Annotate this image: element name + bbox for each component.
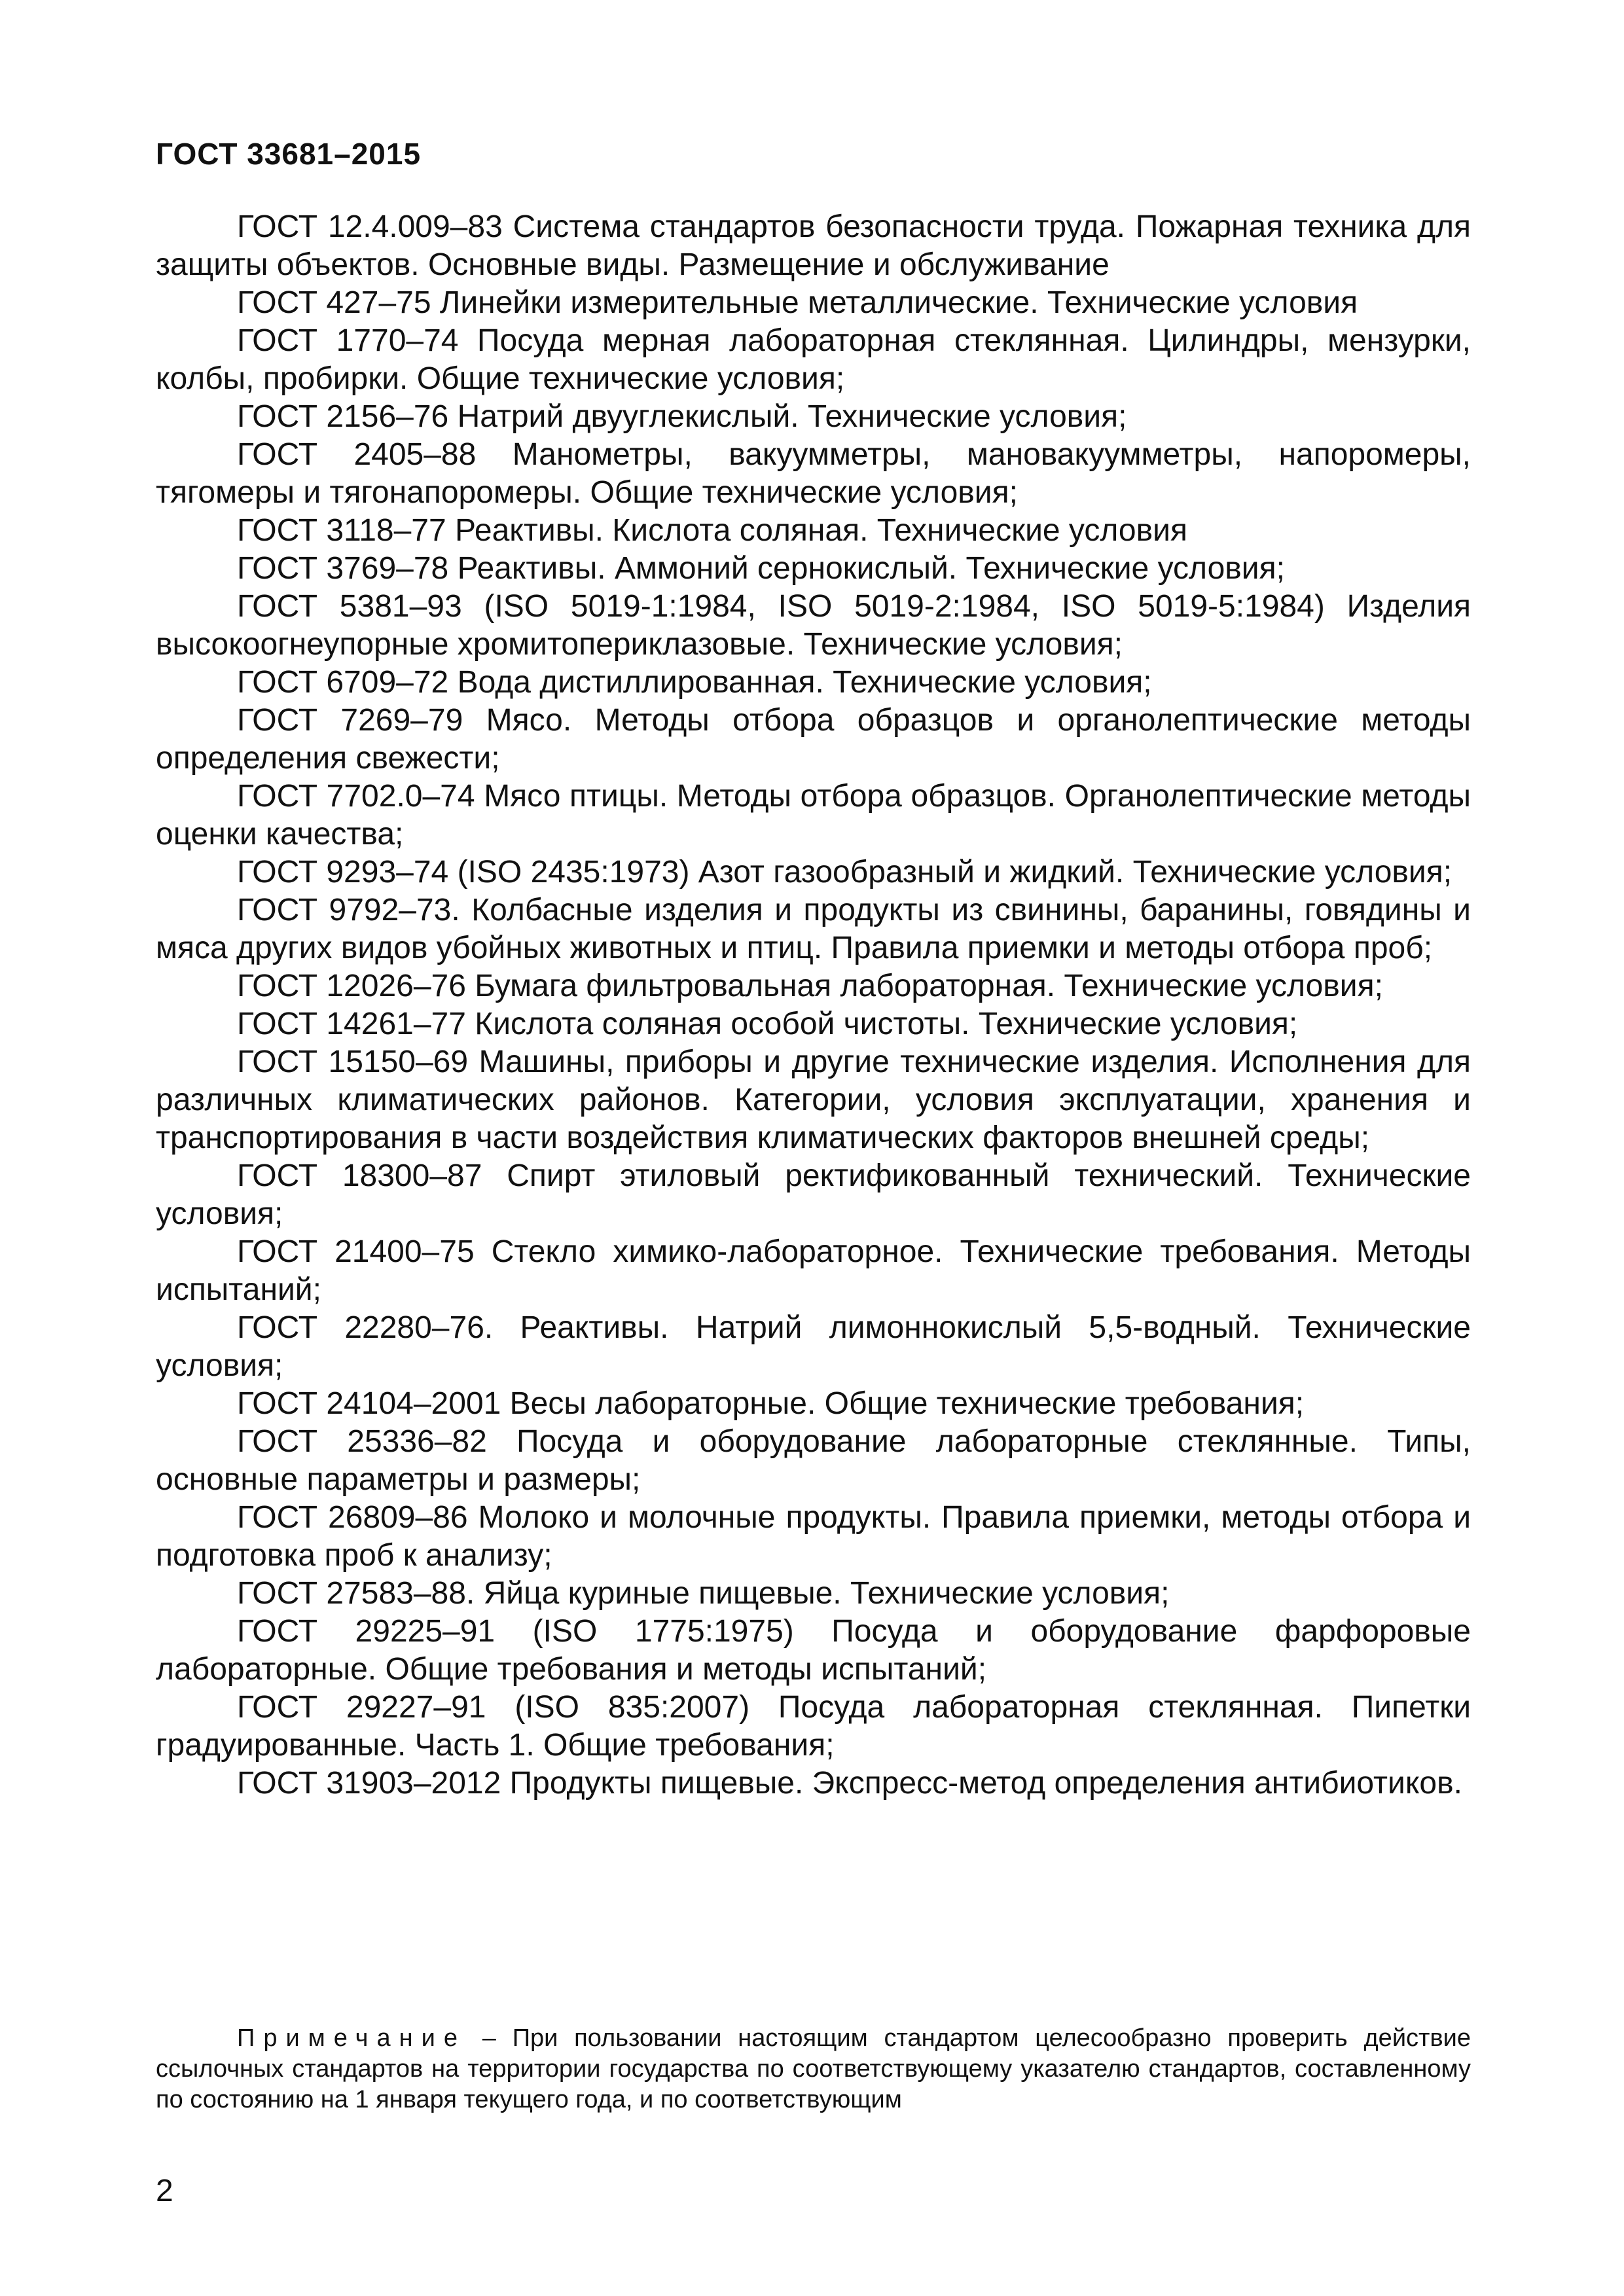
reference-item: ГОСТ 427–75 Линейки измерительные металлические. Технические условия bbox=[237, 285, 1358, 320]
reference-item: ГОСТ 15150–69 Машины, приборы и другие технические изделия. Исполнения для различных климатических районов. Категории, условия эксплуатации, хранения и транспортирования в части воздействия климатических факторов внешней среды; bbox=[156, 1045, 1471, 1155]
page-number: 2 bbox=[156, 2174, 173, 2208]
reference-item: ГОСТ 21400–75 Стекло химико-лабораторное. Технические требования. Методы испытаний; bbox=[156, 1234, 1471, 1307]
reference-item: ГОСТ 22280–76. Реактивы. Натрий лимоннокислый 5,5-водный. Технические условия; bbox=[156, 1310, 1471, 1383]
reference-item: ГОСТ 27583–88. Яйца куриные пищевые. Технические условия; bbox=[237, 1576, 1170, 1611]
reference-item: ГОСТ 7269–79 Мясо. Методы отбора образцов и органолептические методы определения свежести; bbox=[156, 703, 1471, 776]
reference-item: ГОСТ 25336–82 Посуда и оборудование лабораторные стеклянные. Типы, основные параметры и размеры; bbox=[156, 1424, 1471, 1497]
normative-references-list bbox=[156, 208, 1471, 1803]
reference-item: ГОСТ 1770–74 Посуда мерная лабораторная стеклянная. Цилиндры, мензурки, колбы, пробирки. Общие технические условия; bbox=[156, 323, 1471, 396]
note-label: Примечание bbox=[237, 2024, 466, 2052]
reference-item: ГОСТ 9293–74 (ISO 2435:1973) Азот газообразный и жидкий. Технические условия; bbox=[237, 855, 1453, 889]
reference-item: ГОСТ 6709–72 Вода дистиллированная. Технические условия; bbox=[237, 665, 1152, 700]
reference-item: ГОСТ 3118–77 Реактивы. Кислота соляная. Технические условия bbox=[237, 513, 1187, 548]
note-block bbox=[156, 2023, 1471, 2115]
reference-item: ГОСТ 14261–77 Кислота соляная особой чистоты. Технические условия; bbox=[237, 1007, 1298, 1041]
reference-item: ГОСТ 3769–78 Реактивы. Аммоний сернокислый. Технические условия; bbox=[237, 551, 1285, 586]
reference-item: ГОСТ 9792–73. Колбасные изделия и продукты из свинины, баранины, говядины и мяса других видов убойных животных и птиц. Правила приемки и методы отбора проб; bbox=[156, 893, 1471, 965]
reference-item: ГОСТ 7702.0–74 Мясо птицы. Методы отбора образцов. Органолептические методы оценки качества; bbox=[156, 779, 1471, 852]
reference-item: ГОСТ 2156–76 Натрий двууглекислый. Технические условия; bbox=[237, 399, 1127, 434]
reference-item: ГОСТ 31903–2012 Продукты пищевые. Экспресс-метод определения антибиотиков. bbox=[237, 1766, 1462, 1801]
reference-item: ГОСТ 18300–87 Спирт этиловый ректификованный технический. Технические условия; bbox=[156, 1158, 1471, 1231]
reference-item: ГОСТ 2405–88 Манометры, вакуумметры, мановакуумметры, напоромеры, тягомеры и тягонапоромеры. Общие технические условия; bbox=[156, 437, 1471, 510]
reference-item: ГОСТ 12026–76 Бумага фильтровальная лабораторная. Технические условия; bbox=[237, 969, 1383, 1003]
reference-item: ГОСТ 26809–86 Молоко и молочные продукты. Правила приемки, методы отбора и подготовка проб к анализу; bbox=[156, 1500, 1471, 1573]
reference-item: ГОСТ 12.4.009–83 Система стандартов безопасности труда. Пожарная техника для защиты объектов. Основные виды. Размещение и обслуживание bbox=[156, 209, 1471, 282]
note-text: – При пользовании настоящим стандартом целесообразно проверить действие ссылочных стандартов на территории государства по соответствующему указателю стандартов, составленному по состоянию на 1 января текущего года, и по соответствующим bbox=[156, 2024, 1471, 2113]
reference-item: ГОСТ 29225–91 (ISO 1775:1975) Посуда и оборудование фарфоровые лабораторные. Общие требования и методы испытаний; bbox=[156, 1614, 1471, 1687]
reference-item: ГОСТ 5381–93 (ISO 5019-1:1984, ISO 5019-2:1984, ISO 5019-5:1984) Изделия высокоогнеупорные хромитопериклазовые. Технические условия; bbox=[156, 589, 1471, 662]
reference-item: ГОСТ 29227–91 (ISO 835:2007) Посуда лабораторная стеклянная. Пипетки градуированные. Часть 1. Общие требования; bbox=[156, 1690, 1471, 1763]
reference-item: ГОСТ 24104–2001 Весы лабораторные. Общие технические требования; bbox=[237, 1386, 1305, 1421]
document-header: ГОСТ 33681–2015 bbox=[156, 137, 422, 171]
